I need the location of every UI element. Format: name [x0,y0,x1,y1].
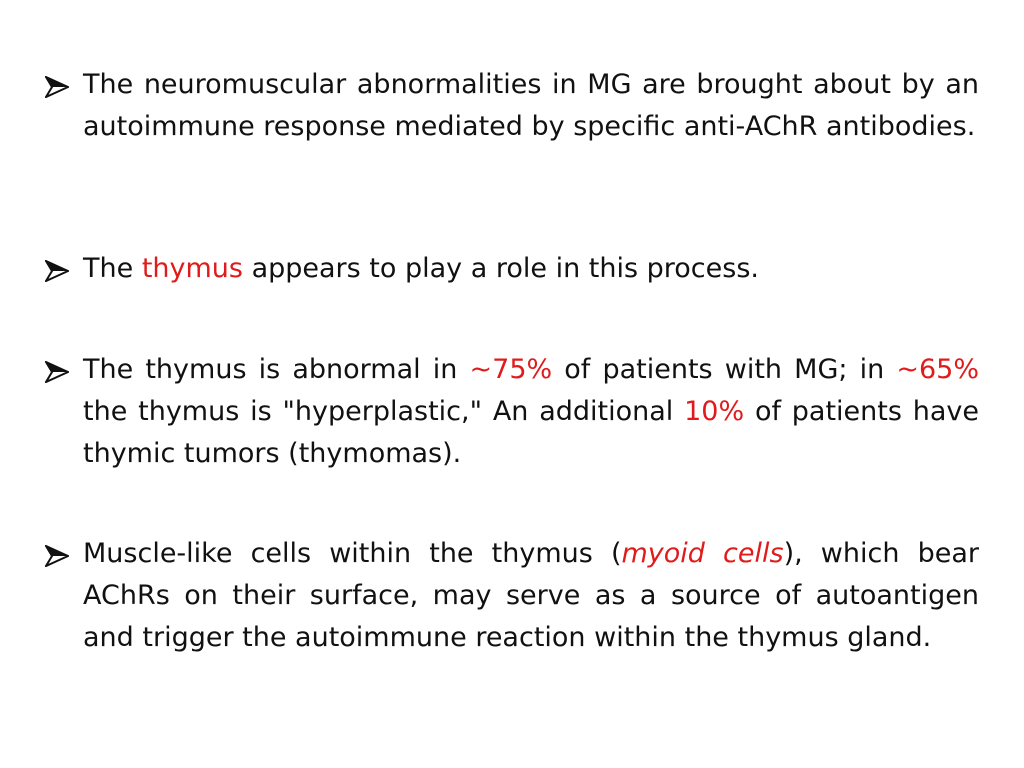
bullet-1-text: The neuromuscular abnormalities in MG are brought about by an autoimmune response mediated by specific anti-AChR antibodies. [83,69,979,142]
bullet-3-part1: The thymus is abnormal in [83,354,470,385]
bullet-4-part2: ), which bear AChRs on their surface, may serve as a source of autoantigen and trigger the autoimmune reaction within the thymus gland. [83,538,979,653]
percent-10-highlight: 10% [684,396,745,427]
bullet-2-after: appears to play a role in this process. [242,253,759,284]
myoid-cells-highlight: myoid cells [621,538,784,569]
bullet-3-part3: the thymus is "hyperplastic," An additional [83,396,685,427]
bullet-4-part1: Muscle-like cells within the thymus ( [83,538,622,569]
arrowhead-bullet-icon [45,260,69,282]
percent-65-highlight: ~65% [896,354,979,385]
bullet-text [83,64,979,148]
bullet-item [45,533,979,659]
percent-75-highlight: ~75% [469,354,553,385]
bullet-text [83,349,979,475]
bullet-2-before: The [83,253,142,284]
arrowhead-bullet-icon [45,545,69,567]
thymus-highlight: thymus [141,253,243,284]
bullet-3-part4: of patients have thymic tumors (thymomas). [83,396,979,469]
bullet-3-part2: of patients with MG; in [552,354,897,385]
bullet-text [83,248,979,290]
bullet-text [83,533,979,659]
arrowhead-bullet-icon [45,361,69,383]
arrowhead-bullet-icon [45,76,69,98]
bullet-item [45,248,979,290]
bullet-item [45,64,979,148]
bullet-item [45,349,979,475]
